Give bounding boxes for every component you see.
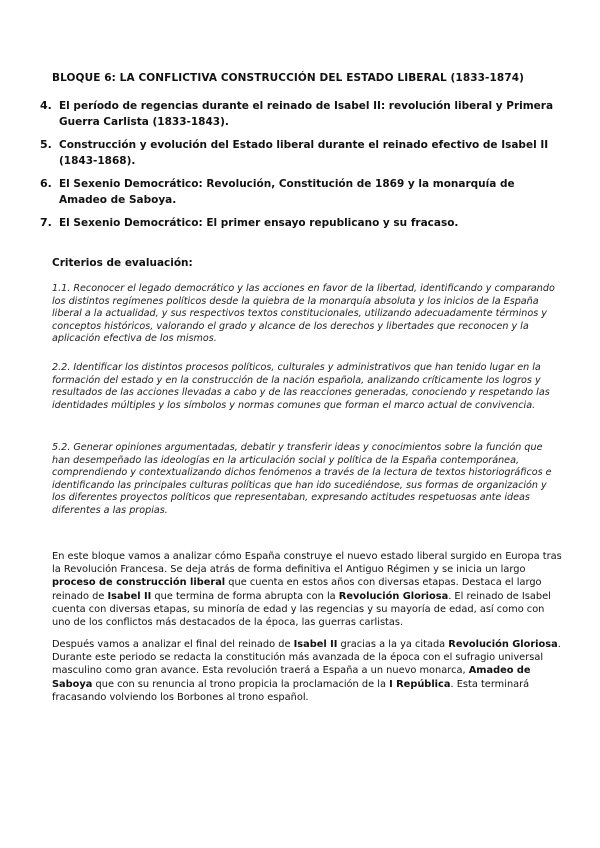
topic-list [40,98,560,238]
text-run: . Esta terminará fracasando volviendo los Borbones al trono español. [52,678,530,703]
criterion-2-2: 2.2. Identificar los distintos procesos políticos, culturales y administrativos que han tenido lugar en la formación del estado y en la construcción de la nación española, analizando críticamente los logros y resultados de las acciones llevadas a cabo y de las reacciones generadas, conociendo y respetando las identidades múltiples y los símbolos y normas comunes que forman el marco actual de convivencia. [52,362,550,411]
topic-item [40,215,560,231]
text-run: Después vamos a analizar el final del reinado de [52,639,294,650]
text-run: que termina de forma abrupta con la [151,590,339,602]
topic-item [40,137,560,169]
text-run: . El reinado de Isabel cuenta con diversas etapas, su minoría de edad y las regencias y su mayoría de edad, así como con uno de los conflictos más destacados de la época, las guerras carlistas. [52,590,551,629]
bold-term: Isabel II [107,590,152,602]
bold-term: Amadeo de Saboya [52,665,531,690]
bold-term: Revolución Gloriosa [448,639,558,650]
criteria-title: Criterios de evaluación: [52,257,193,269]
bold-term: proceso de construcción liberal [52,577,226,589]
criterion-5-2: 5.2. Generar opiniones argumentadas, debatir y transferir ideas y conocimientos sobre la función que han desempeñado las ideologías en la articulación social y política de la España contemporánea, comprendiendo y contextualizando dichos fenómenos a través de la lectura de textos historiográficos e identificando las principales culturas políticas que han ido sucediéndose, sus formas de organización y los diferentes proyectos políticos que representaban, expresando actitudes respetuosas ante ideas diferentes a las propias. [52,442,552,516]
block-heading: BLOQUE 6: LA CONFLICTIVA CONSTRUCCIÓN DEL ESTADO LIBERAL (1833-1874) [52,72,525,84]
text-run: En este bloque vamos a analizar cómo España construye el nuevo estado liberal surgido en Europa tras la Revolución Francesa. Se deja atrás de forma definitiva el Antiguo Régimen y se inicia un largo [52,551,562,576]
topic-text: Construcción y evolución del Estado liberal durante el reinado efectivo de Isabel II (1843-1868). [59,139,549,167]
topic-number: 6. [40,177,52,190]
bold-term: Revolución Gloriosa [338,590,449,602]
topic-text: El período de regencias durante el reinado de Isabel II: revolución liberal y Primera Guerra Carlista (1833-1843). [59,100,554,128]
bold-term: Isabel II [293,639,338,650]
topic-number: 5. [40,138,52,151]
text-run: . Durante este periodo se redacta la constitución más avanzada de la época con el sufragio universal masculino como gran avance. Esta revolución traerá a España a un nuevo monarca, [52,639,561,677]
topic-text: El Sexenio Democrático: El primer ensayo republicano y su fracaso. [59,217,459,229]
intro-paragraph [52,550,562,629]
bold-term: I República [389,678,451,690]
topic-number: 4. [40,99,52,112]
topic-item [40,98,560,130]
second-paragraph [52,638,562,704]
topic-item [40,176,560,208]
topic-number: 7. [40,216,52,229]
topic-text: El Sexenio Democrático: Revolución, Constitución de 1869 y la monarquía de Amadeo de Saboya. [59,178,515,206]
criterion-1-1: 1.1. Reconocer el legado democrático y las acciones en favor de la libertad, identificando y comparando los distintos regímenes políticos desde la quiebra de la monarquía absoluta y los inicios de la España liberal a la actualidad, y sus respectivos textos constitucionales, utilizando adecuadamente términos y conceptos históricos, valorando el grado y alcance de los derechos y libertades que reconocen y la aplicación efectiva de los mismos. [52,283,555,345]
text-run: gracias a la ya citada [337,639,449,650]
text-run: que cuenta en estos años con diversas etapas. Destaca el largo reinado de [52,577,542,602]
text-run: que con su renuncia al trono propicia la proclamación de la [92,678,390,690]
